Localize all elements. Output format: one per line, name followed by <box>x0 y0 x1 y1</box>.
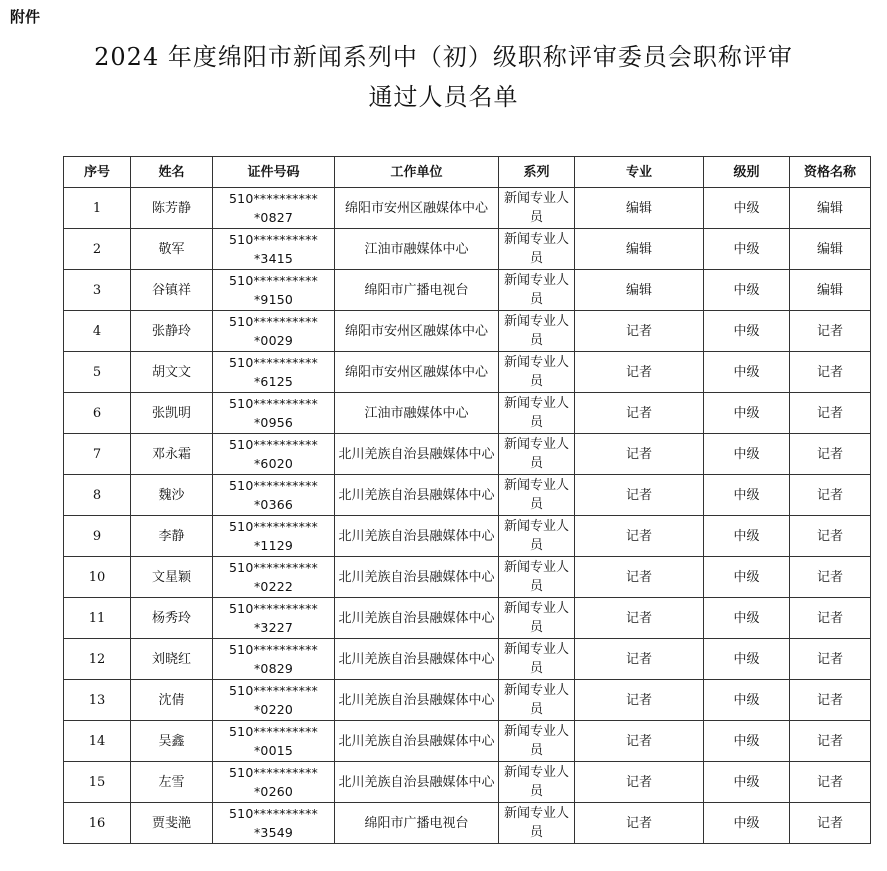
id-number-part: 510********** <box>229 806 318 821</box>
person-name-cell: 魏沙 <box>131 475 213 516</box>
qualification-cell: 记者 <box>790 475 871 516</box>
id-number-part: *0827 <box>253 210 294 225</box>
id-number-cell <box>213 516 335 557</box>
series-cell: 新闻专业人员 <box>499 393 575 434</box>
person-name-cell: 左雪 <box>131 762 213 803</box>
row-number-cell: 5 <box>64 352 131 393</box>
qualification-cell: 记者 <box>790 557 871 598</box>
series-cell: 新闻专业人员 <box>499 557 575 598</box>
major-cell: 记者 <box>575 352 704 393</box>
id-number-part: 510********** <box>229 642 318 657</box>
series-cell: 新闻专业人员 <box>499 270 575 311</box>
series-cell: 新闻专业人员 <box>499 721 575 762</box>
level-cell: 中级 <box>704 598 790 639</box>
work-unit-cell: 北川羌族自治县融媒体中心 <box>335 516 499 557</box>
major-cell: 记者 <box>575 803 704 844</box>
level-cell: 中级 <box>704 393 790 434</box>
id-number-part: *9150 <box>253 292 294 307</box>
series-cell: 新闻专业人员 <box>499 188 575 229</box>
table-row <box>64 311 871 352</box>
series-cell: 新闻专业人员 <box>499 434 575 475</box>
work-unit-cell: 北川羌族自治县融媒体中心 <box>335 598 499 639</box>
row-number-cell: 12 <box>64 639 131 680</box>
qualification-cell: 记者 <box>790 393 871 434</box>
qualification-cell: 记者 <box>790 434 871 475</box>
column-header: 序号 <box>64 157 131 188</box>
row-number-cell: 4 <box>64 311 131 352</box>
id-number-cell <box>213 639 335 680</box>
row-number-cell: 6 <box>64 393 131 434</box>
id-number-part: *0015 <box>253 743 294 758</box>
major-cell: 记者 <box>575 598 704 639</box>
work-unit-cell: 绵阳市广播电视台 <box>335 270 499 311</box>
level-cell: 中级 <box>704 311 790 352</box>
row-number-cell: 8 <box>64 475 131 516</box>
work-unit-cell: 绵阳市安州区融媒体中心 <box>335 311 499 352</box>
id-number-part: *3227 <box>253 620 294 635</box>
id-number-cell <box>213 229 335 270</box>
row-number-cell: 11 <box>64 598 131 639</box>
id-number-cell <box>213 557 335 598</box>
person-name-cell: 张凯明 <box>131 393 213 434</box>
id-number-part: 510********** <box>229 355 318 370</box>
id-number-part: *0220 <box>253 702 294 717</box>
major-cell: 记者 <box>575 721 704 762</box>
table-row <box>64 680 871 721</box>
table-row <box>64 516 871 557</box>
series-cell: 新闻专业人员 <box>499 639 575 680</box>
qualification-cell: 记者 <box>790 762 871 803</box>
work-unit-cell: 绵阳市安州区融媒体中心 <box>335 188 499 229</box>
major-cell: 记者 <box>575 434 704 475</box>
work-unit-cell: 江油市融媒体中心 <box>335 393 499 434</box>
series-cell: 新闻专业人员 <box>499 680 575 721</box>
qualification-cell: 记者 <box>790 803 871 844</box>
major-cell: 记者 <box>575 639 704 680</box>
row-number-cell: 2 <box>64 229 131 270</box>
column-header: 系列 <box>499 157 575 188</box>
qualification-cell: 记者 <box>790 721 871 762</box>
column-header: 姓名 <box>131 157 213 188</box>
id-number-part: 510********** <box>229 232 318 247</box>
qualification-cell: 记者 <box>790 598 871 639</box>
major-cell: 记者 <box>575 680 704 721</box>
level-cell: 中级 <box>704 639 790 680</box>
id-number-part: 510********** <box>229 396 318 411</box>
id-number-cell <box>213 352 335 393</box>
person-name-cell: 杨秀玲 <box>131 598 213 639</box>
id-number-part: 510********** <box>229 437 318 452</box>
major-cell: 记者 <box>575 516 704 557</box>
series-cell: 新闻专业人员 <box>499 516 575 557</box>
row-number-cell: 9 <box>64 516 131 557</box>
column-header: 证件号码 <box>213 157 335 188</box>
id-number-part: 510********** <box>229 191 318 206</box>
row-number-cell: 7 <box>64 434 131 475</box>
work-unit-cell: 北川羌族自治县融媒体中心 <box>335 680 499 721</box>
id-number-part: *6020 <box>253 456 294 471</box>
id-number-part: *1129 <box>253 538 294 553</box>
table-row <box>64 270 871 311</box>
work-unit-cell: 北川羌族自治县融媒体中心 <box>335 475 499 516</box>
person-name-cell: 贾斐滟 <box>131 803 213 844</box>
row-number-cell: 15 <box>64 762 131 803</box>
level-cell: 中级 <box>704 557 790 598</box>
table-row <box>64 393 871 434</box>
column-header: 工作单位 <box>335 157 499 188</box>
id-number-part: 510********** <box>229 519 318 534</box>
table-row <box>64 434 871 475</box>
id-number-cell <box>213 270 335 311</box>
series-cell: 新闻专业人员 <box>499 475 575 516</box>
level-cell: 中级 <box>704 270 790 311</box>
series-cell: 新闻专业人员 <box>499 229 575 270</box>
qualification-cell: 记者 <box>790 311 871 352</box>
id-number-part: *0222 <box>253 579 294 594</box>
table-row <box>64 188 871 229</box>
person-name-cell: 吴鑫 <box>131 721 213 762</box>
id-number-cell <box>213 762 335 803</box>
level-cell: 中级 <box>704 762 790 803</box>
id-number-cell <box>213 475 335 516</box>
id-number-part: 510********** <box>229 314 318 329</box>
column-header: 资格名称 <box>790 157 871 188</box>
series-cell: 新闻专业人员 <box>499 598 575 639</box>
level-cell: 中级 <box>704 434 790 475</box>
work-unit-cell: 绵阳市广播电视台 <box>335 803 499 844</box>
column-header: 专业 <box>575 157 704 188</box>
level-cell: 中级 <box>704 721 790 762</box>
id-number-part: *0029 <box>253 333 294 348</box>
level-cell: 中级 <box>704 229 790 270</box>
major-cell: 记者 <box>575 311 704 352</box>
table-row <box>64 598 871 639</box>
table-row <box>64 639 871 680</box>
qualification-cell: 编辑 <box>790 270 871 311</box>
person-name-cell: 李静 <box>131 516 213 557</box>
id-number-part: *3549 <box>253 825 294 840</box>
id-number-cell <box>213 598 335 639</box>
table-row <box>64 352 871 393</box>
series-cell: 新闻专业人员 <box>499 352 575 393</box>
id-number-part: 510********** <box>229 560 318 575</box>
id-number-part: 510********** <box>229 601 318 616</box>
table-row <box>64 762 871 803</box>
document-title: 2024 年度绵阳市新闻系列中（初）级职称评审委员会职称评审 <box>94 43 793 71</box>
major-cell: 编辑 <box>575 270 704 311</box>
person-name-cell: 陈芳静 <box>131 188 213 229</box>
major-cell: 记者 <box>575 557 704 598</box>
table-row <box>64 557 871 598</box>
series-cell: 新闻专业人员 <box>499 803 575 844</box>
row-number-cell: 1 <box>64 188 131 229</box>
id-number-part: 510********** <box>229 273 318 288</box>
personnel-table <box>63 156 871 844</box>
person-name-cell: 谷镇祥 <box>131 270 213 311</box>
row-number-cell: 13 <box>64 680 131 721</box>
id-number-part: *0366 <box>253 497 294 512</box>
id-number-part: 510********** <box>229 478 318 493</box>
id-number-part: *6125 <box>253 374 294 389</box>
id-number-cell <box>213 721 335 762</box>
work-unit-cell: 北川羌族自治县融媒体中心 <box>335 721 499 762</box>
work-unit-cell: 北川羌族自治县融媒体中心 <box>335 434 499 475</box>
person-name-cell: 文星颖 <box>131 557 213 598</box>
work-unit-cell: 北川羌族自治县融媒体中心 <box>335 639 499 680</box>
major-cell: 记者 <box>575 393 704 434</box>
qualification-cell: 记者 <box>790 516 871 557</box>
id-number-part: *0829 <box>253 661 294 676</box>
person-name-cell: 沈倩 <box>131 680 213 721</box>
person-name-cell: 刘晓红 <box>131 639 213 680</box>
id-number-part: *0956 <box>253 415 294 430</box>
row-number-cell: 3 <box>64 270 131 311</box>
id-number-cell <box>213 311 335 352</box>
major-cell: 记者 <box>575 475 704 516</box>
level-cell: 中级 <box>704 680 790 721</box>
id-number-part: 510********** <box>229 683 318 698</box>
table-row <box>64 475 871 516</box>
table-row <box>64 721 871 762</box>
major-cell: 记者 <box>575 762 704 803</box>
level-cell: 中级 <box>704 475 790 516</box>
qualification-cell: 记者 <box>790 680 871 721</box>
qualification-cell: 记者 <box>790 639 871 680</box>
work-unit-cell: 北川羌族自治县融媒体中心 <box>335 762 499 803</box>
qualification-cell: 记者 <box>790 352 871 393</box>
person-name-cell: 敬军 <box>131 229 213 270</box>
work-unit-cell: 江油市融媒体中心 <box>335 229 499 270</box>
major-cell: 编辑 <box>575 188 704 229</box>
table-row <box>64 229 871 270</box>
major-cell: 编辑 <box>575 229 704 270</box>
id-number-cell <box>213 680 335 721</box>
attachment-label: 附件 <box>10 8 41 26</box>
level-cell: 中级 <box>704 352 790 393</box>
column-header: 级别 <box>704 157 790 188</box>
series-cell: 新闻专业人员 <box>499 311 575 352</box>
person-name-cell: 邓永霜 <box>131 434 213 475</box>
work-unit-cell: 绵阳市安州区融媒体中心 <box>335 352 499 393</box>
id-number-cell <box>213 434 335 475</box>
id-number-cell <box>213 188 335 229</box>
row-number-cell: 10 <box>64 557 131 598</box>
document-subtitle: 通过人员名单 <box>368 83 519 111</box>
id-number-part: *3415 <box>253 251 294 266</box>
person-name-cell: 胡文文 <box>131 352 213 393</box>
level-cell: 中级 <box>704 188 790 229</box>
person-name-cell: 张静玲 <box>131 311 213 352</box>
id-number-cell <box>213 393 335 434</box>
id-number-part: *0260 <box>253 784 294 799</box>
row-number-cell: 14 <box>64 721 131 762</box>
level-cell: 中级 <box>704 803 790 844</box>
id-number-part: 510********** <box>229 765 318 780</box>
id-number-cell <box>213 803 335 844</box>
work-unit-cell: 北川羌族自治县融媒体中心 <box>335 557 499 598</box>
qualification-cell: 编辑 <box>790 229 871 270</box>
series-cell: 新闻专业人员 <box>499 762 575 803</box>
level-cell: 中级 <box>704 516 790 557</box>
id-number-part: 510********** <box>229 724 318 739</box>
table-header-row <box>64 157 871 188</box>
table-row <box>64 803 871 844</box>
row-number-cell: 16 <box>64 803 131 844</box>
qualification-cell: 编辑 <box>790 188 871 229</box>
